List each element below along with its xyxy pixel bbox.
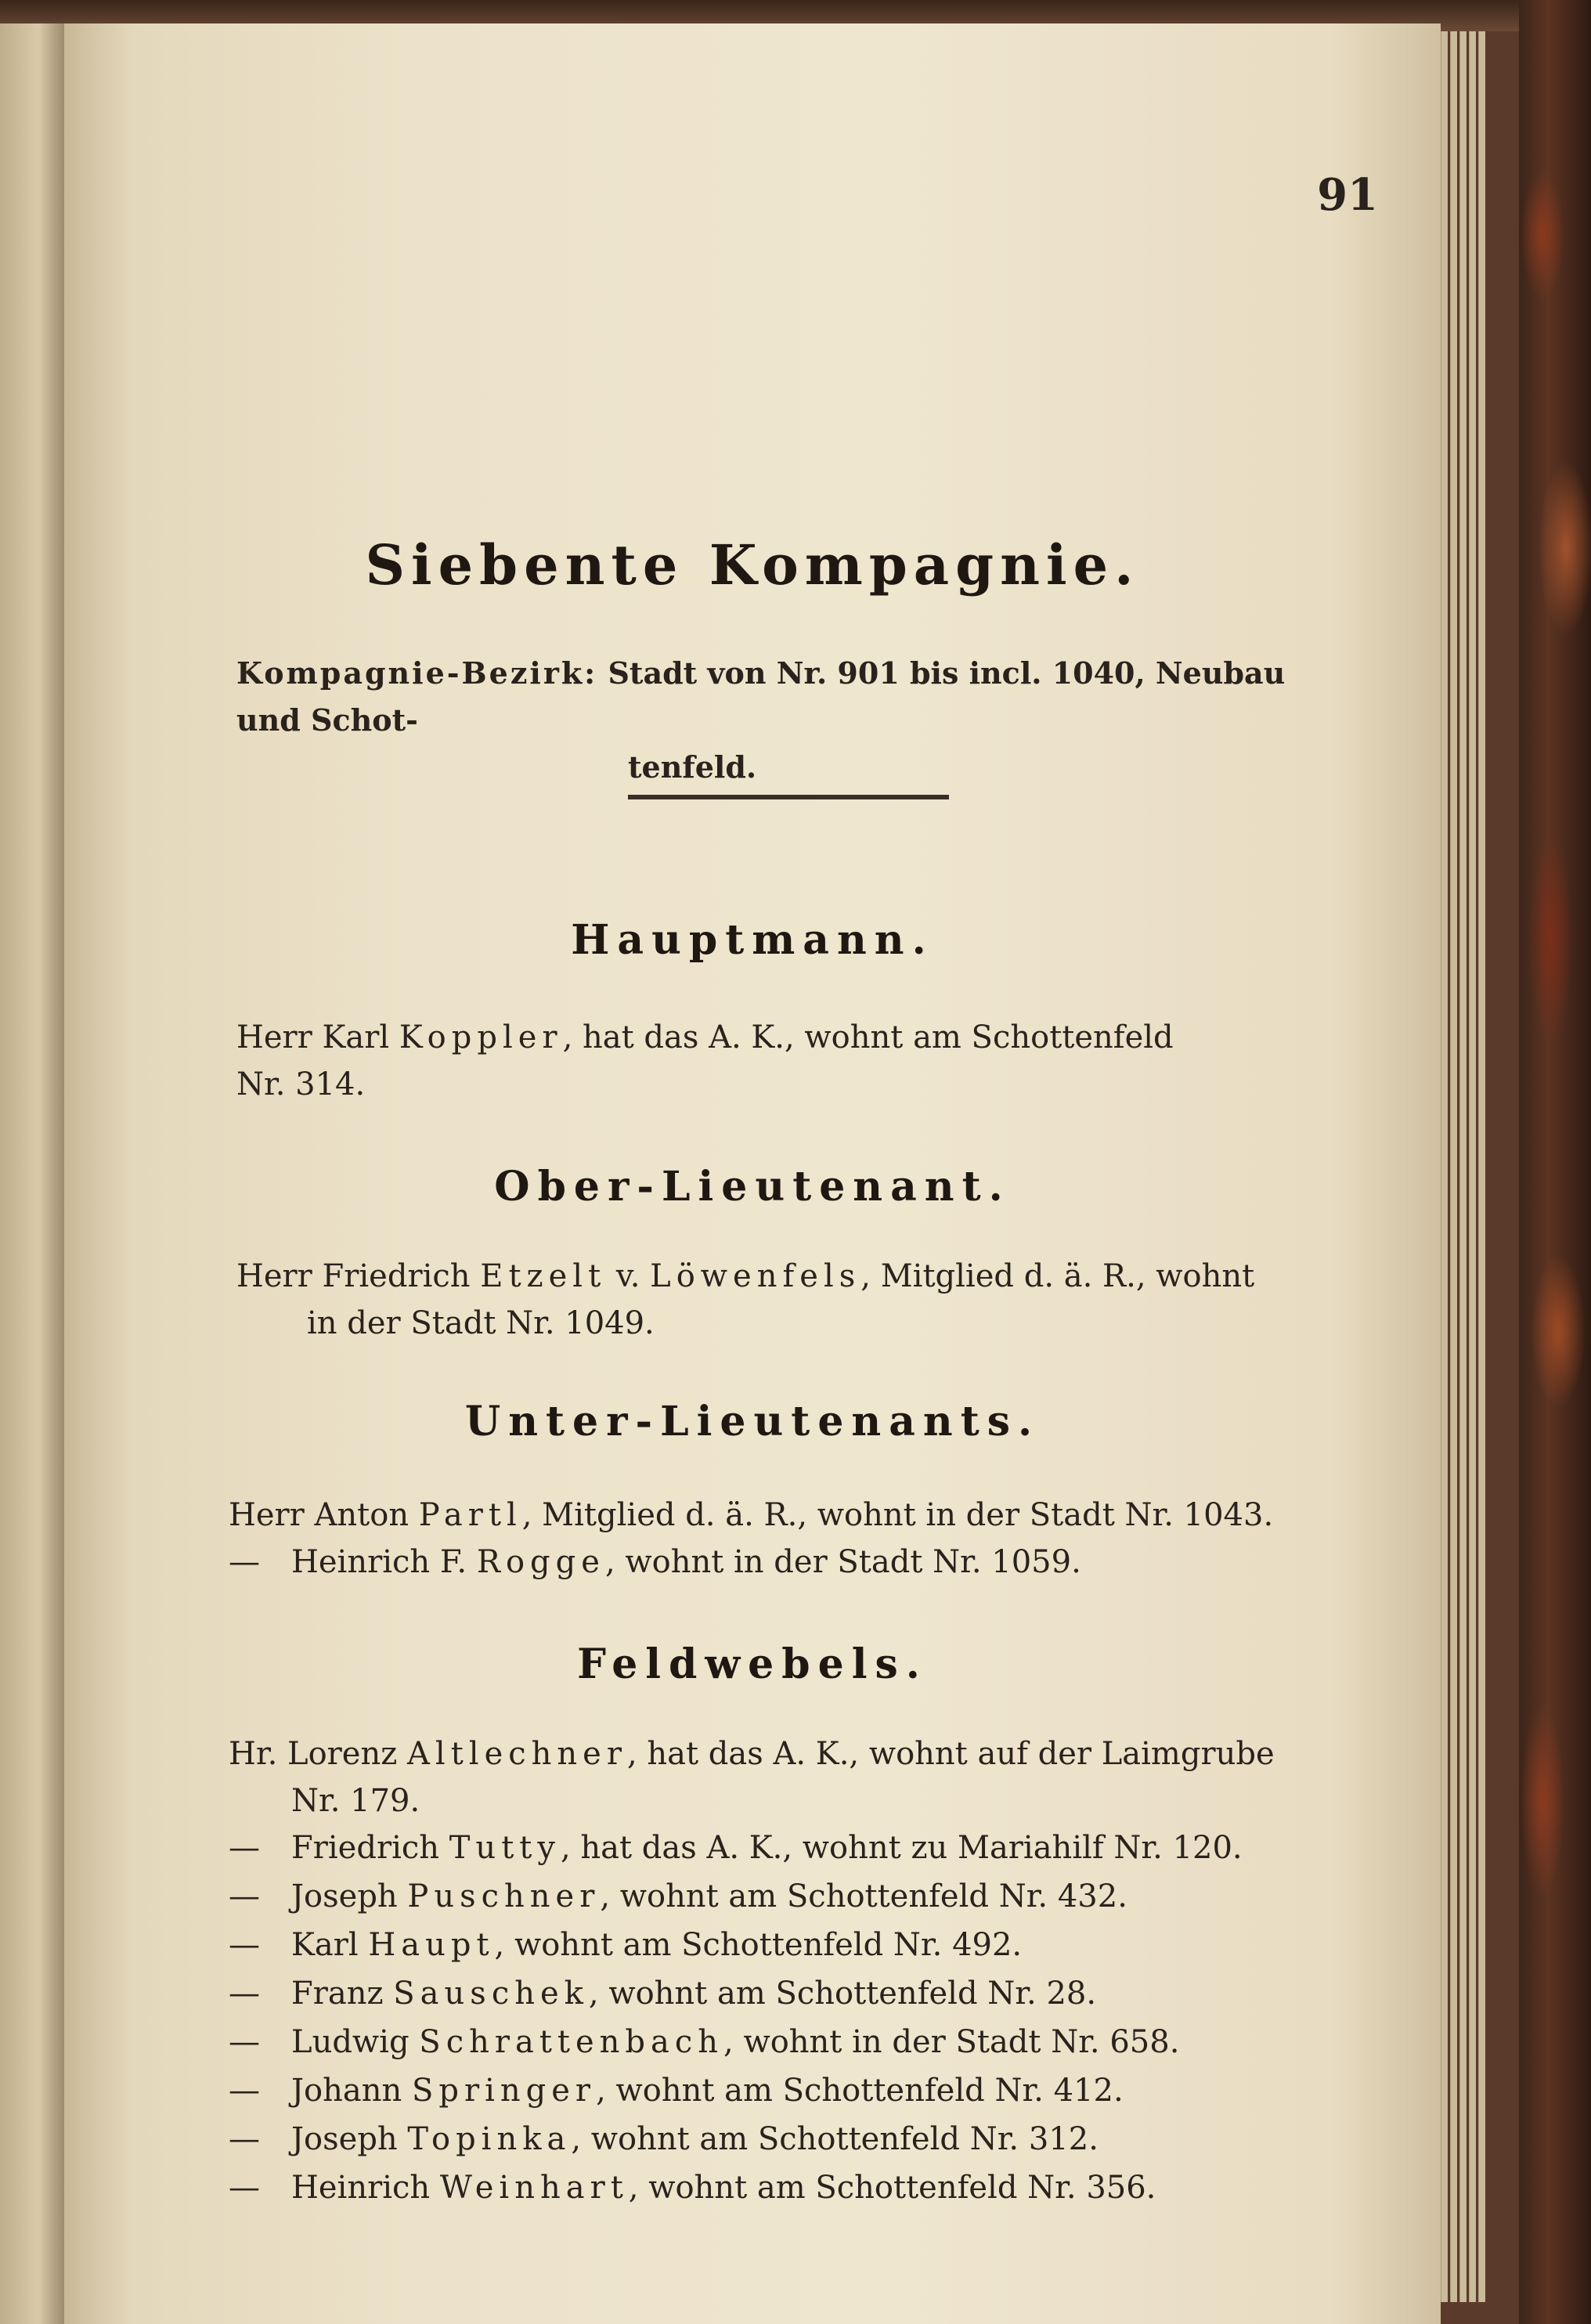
page-number: 91 [1317, 169, 1378, 221]
list-item [229, 1873, 1364, 1920]
entry-details: , hat das A. K., wohnt auf der Laimgrube [626, 1736, 1275, 1772]
entry-details-continued: Nr. 179. [291, 1783, 420, 1819]
list-item [229, 2067, 1364, 2114]
entry-name: Tutty [449, 1830, 561, 1866]
district-label: Kompagnie-Bezirk: [236, 655, 598, 691]
list-item [229, 1922, 1364, 1969]
entry-name: Schrattenbach [419, 2024, 724, 2060]
company-district [236, 650, 1348, 791]
section-divider [628, 795, 949, 799]
entry-details: , wohnt am Schottenfeld Nr. 492. [494, 1927, 1023, 1963]
entry-details: , wohnt am Schottenfeld Nr. 312. [571, 2121, 1099, 2157]
entry-details: , Mitglied d. ä. R., wohnt [860, 1258, 1255, 1294]
entry-prefix: Ludwig [291, 2024, 409, 2060]
list-item [229, 1970, 1364, 2017]
left-page-edge [0, 23, 64, 2324]
ditto-dash: — [229, 1976, 260, 2012]
entry-name-second: Löwenfels [650, 1258, 861, 1294]
entry-prefix: Johann [291, 2073, 402, 2109]
entry-prefix: Herr Karl [236, 1019, 390, 1056]
entry-details: , wohnt in der Stadt Nr. 658. [723, 2024, 1180, 2060]
entry-details: , wohnt am Schottenfeld Nr. 356. [628, 2170, 1156, 2206]
page-stack-edge [1459, 31, 1467, 2302]
ditto-dash: — [229, 2170, 260, 2206]
feldwebel-first-entry [229, 1730, 1356, 1824]
entry-prefix: Friedrich [291, 1830, 440, 1866]
company-title: Siebente Kompagnie. [365, 532, 1140, 597]
ditto-dash: — [229, 2024, 260, 2060]
ditto-dash: — [229, 2073, 260, 2109]
unter-lieutenants-heading: Unter-Lieutenants. [464, 1398, 1041, 1445]
entry-details: , wohnt am Schottenfeld Nr. 28. [588, 1976, 1097, 2012]
entry-details: , wohnt in der Stadt Nr. 1059. [604, 1544, 1081, 1580]
entry-connector: v. [606, 1258, 651, 1294]
entry-name: Weinhart [439, 2170, 629, 2206]
entry-prefix: Karl [291, 1927, 359, 1963]
entry-prefix: Heinrich [291, 2170, 431, 2206]
page-stack-edge [1478, 31, 1485, 2302]
entry-name: Haupt [368, 1927, 495, 1963]
entry-name: Etzelt [480, 1258, 607, 1294]
entry-name: Partl [418, 1497, 522, 1533]
entry-prefix: Herr Anton [229, 1497, 409, 1533]
entry-details: , hat das A. K., wohnt zu Mariahilf Nr. 120. [560, 1830, 1243, 1866]
entry-prefix: Hr. Lorenz [229, 1736, 398, 1772]
entry-details: , wohnt am Schottenfeld Nr. 412. [596, 2073, 1124, 2109]
hauptmann-entry [236, 1014, 1364, 1108]
feldwebels-heading: Feldwebels. [577, 1640, 928, 1688]
entry-details: , wohnt am Schottenfeld Nr. 432. [600, 1878, 1127, 1914]
entry-prefix: Heinrich F. [291, 1544, 467, 1580]
page-stack-edge [1469, 31, 1476, 2302]
entry-prefix: Joseph [291, 1878, 398, 1914]
entry-name: Altlechner [407, 1736, 627, 1772]
entry-details-continued: Nr. 314. [236, 1066, 366, 1102]
entry-name: Puschner [407, 1878, 601, 1914]
entry-prefix: Herr Friedrich [236, 1258, 471, 1294]
list-item [229, 1492, 1364, 1539]
entry-name: Springer [411, 2073, 597, 2109]
page-stack-edge [1450, 31, 1457, 2302]
list-item [229, 1824, 1364, 1871]
ditto-dash: — [229, 1830, 260, 1866]
entry-details-continued: in der Stadt Nr. 1049. [307, 1305, 655, 1341]
entry-name: Koppler [399, 1019, 563, 1056]
entry-details: , hat das A. K., wohnt am Schottenfeld [562, 1019, 1174, 1056]
district-text-continued: tenfeld. [628, 749, 757, 785]
ober-lieutenant-heading: Ober-Lieutenant. [494, 1163, 1011, 1211]
entry-name: Topinka [407, 2121, 572, 2157]
list-item [229, 2019, 1364, 2066]
ditto-dash: — [229, 1878, 260, 1914]
ditto-dash: — [229, 1927, 260, 1963]
list-item [229, 2116, 1364, 2163]
entry-details: , Mitglied d. ä. R., wohnt in der Stadt Nr. 1043. [521, 1497, 1274, 1533]
hauptmann-heading: Hauptmann. [571, 916, 934, 964]
list-item [229, 2164, 1364, 2211]
entry-name: Sauschek [393, 1976, 589, 2012]
ditto-dash: — [229, 2121, 260, 2157]
entry-name: Rogge [476, 1544, 605, 1580]
entry-prefix: Joseph [291, 2121, 398, 2157]
entry-prefix: Franz [291, 1976, 384, 2012]
district-text: Stadt von Nr. 901 bis incl. 1040, Neubau und Schot- [236, 655, 1286, 738]
ober-lieutenant-entry [236, 1253, 1364, 1347]
ditto-dash: — [229, 1544, 260, 1580]
list-item [229, 1539, 1364, 1586]
page-stack-edge [1441, 31, 1448, 2302]
marbled-cover-edge [1519, 0, 1591, 2324]
book-page [64, 23, 1441, 2324]
